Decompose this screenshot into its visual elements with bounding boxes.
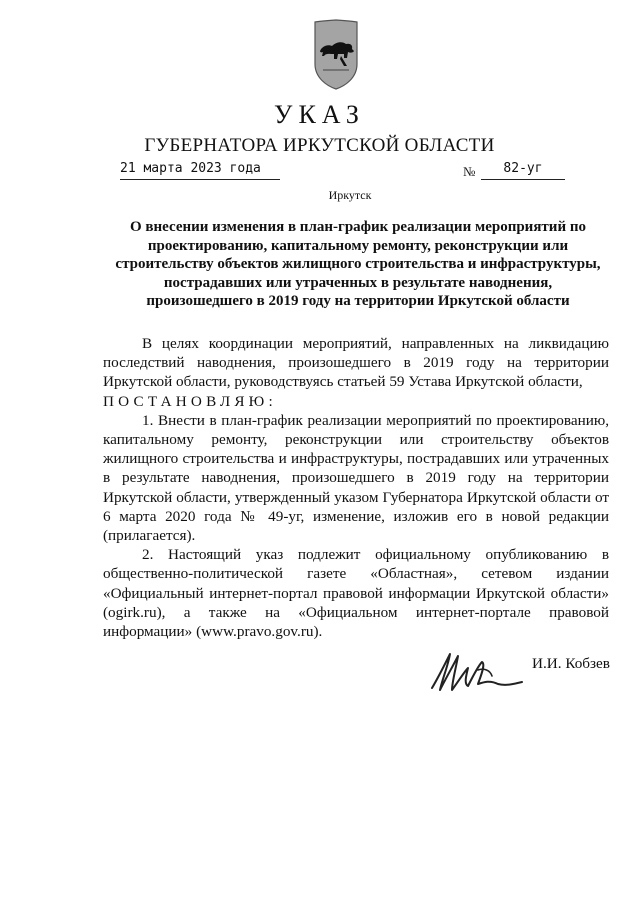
item-2-paragraph: 2. Настоящий указ подлежит официальному опубликованию в общественно-политической газете «Областная», сетевом издании «Официальный интернет-портал правовой информации Иркутской области» (ogirk.ru), а также на «Официальном интернет-портале правовой информации» (www.pravo.gov.ru). bbox=[103, 546, 609, 641]
document-number: 82-уг bbox=[503, 161, 543, 176]
signature-image bbox=[428, 648, 524, 696]
number-field bbox=[481, 159, 565, 180]
issuer-title: ГУБЕРНАТОРА ИРКУТСКОЙ ОБЛАСТИ bbox=[144, 135, 495, 156]
date-field bbox=[120, 159, 280, 180]
preamble-paragraph: В целях координации мероприятий, направленных на ликвидацию последствий наводнения, произошедшего в 2019 году на территории Иркутской области, руководствуясь статьей 59 Устава Иркутской области, bbox=[103, 335, 609, 391]
coat-of-arms-icon bbox=[311, 18, 361, 90]
signer-name: И.И. Кобзев bbox=[532, 655, 610, 672]
number-sign: № bbox=[463, 164, 476, 179]
item-1-paragraph: 1. Внести в план-график реализации мероприятий по проектированию, капитальному ремонту, реконструкции или строительству объектов жилищного строительства и инфраструктуры, пострадавших или утраченных в результате наводнения, произошедшего в 2019 году на территории Иркутской области, утвержденный указом Губернатора Иркутской области от 6 марта 2020 года № 49-уг, изменение, изложив его в новой редакции (прилагается). bbox=[103, 411, 609, 545]
document-body bbox=[103, 334, 609, 641]
document-title: О внесении изменения в план-график реализации мероприятий по проектированию, капитальному ремонту, реконструкции или строительству объектов жилищного строительства и инфраструктуры, пострадавших или утраченных в результате наводнения, произошедшего в 2019 году на территории Иркутской области bbox=[115, 219, 601, 309]
city-name: Иркутск bbox=[328, 188, 372, 202]
document-type: УКАЗ bbox=[274, 100, 365, 129]
document-date: 21 марта 2023 года bbox=[120, 161, 261, 176]
decree-word: ПОСТАНОВЛЯЮ: bbox=[103, 392, 277, 410]
